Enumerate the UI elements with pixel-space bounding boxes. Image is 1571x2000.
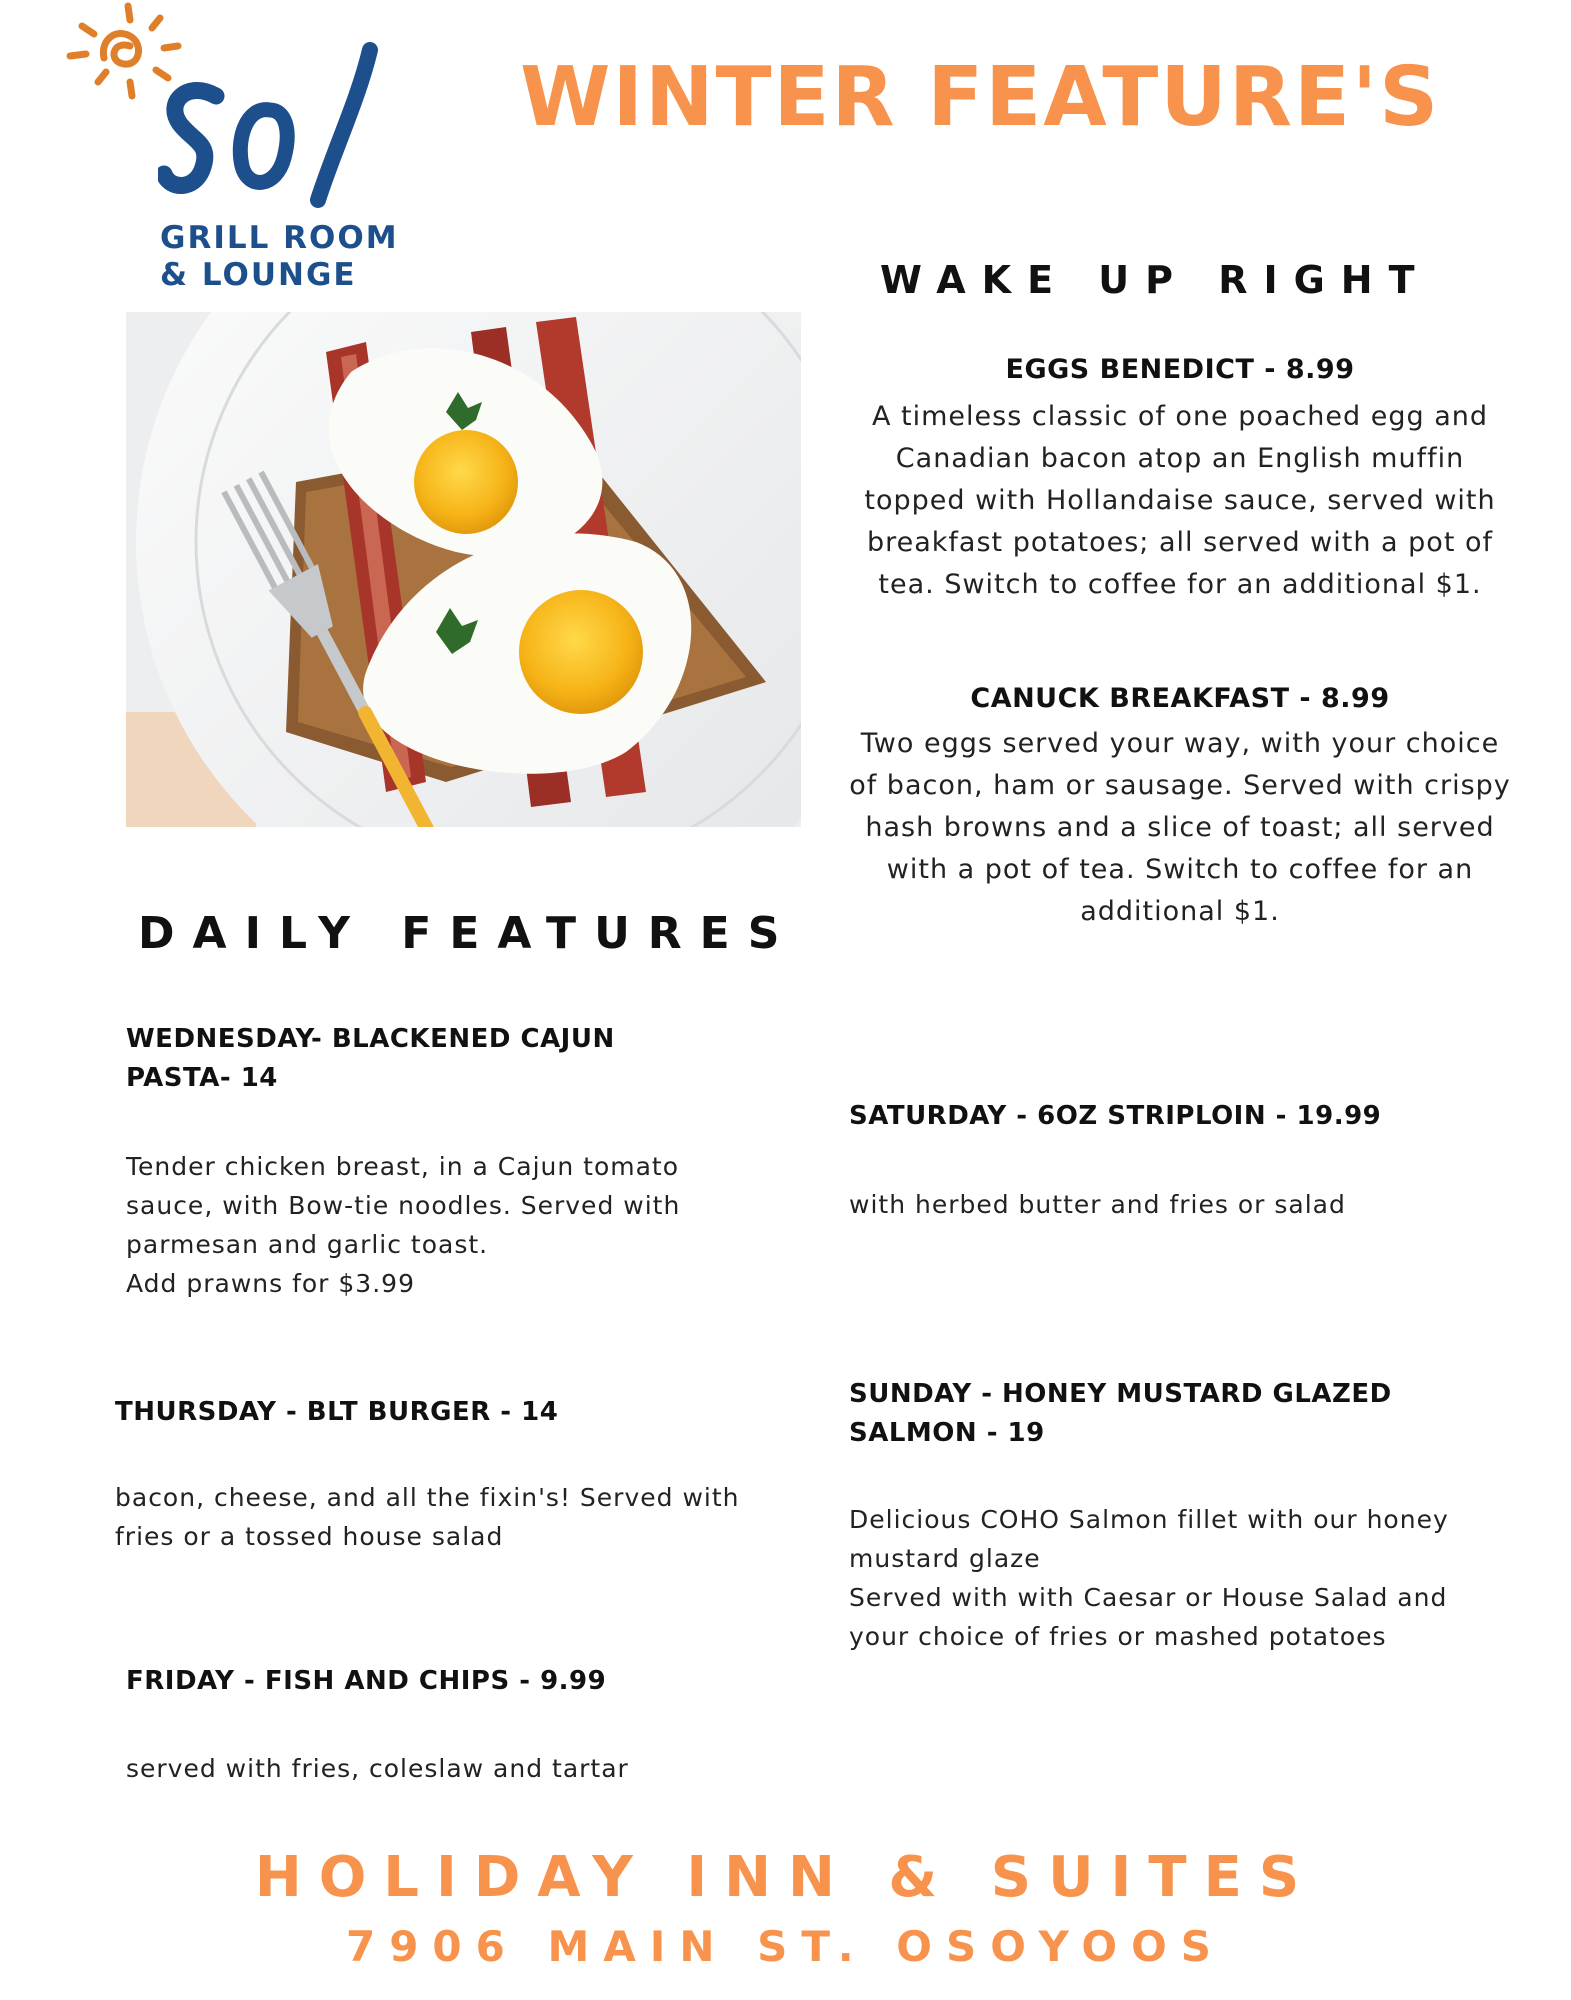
sunday-extra: Served with with Caesar or House Salad and your choice of fries or mashed potatoes	[849, 1583, 1448, 1651]
sunday-title: SUNDAY - HONEY MUSTARD GLAZED SALMON - 19	[849, 1379, 1392, 1448]
eggs-benedict-description: A timeless classic of one poached egg and Canadian bacon atop an English muffin topped with Hollandaise sauce, served with breakfast potatoes; all served with a pot of tea. Switch to coffee for an additional $1.	[864, 401, 1496, 600]
logo-subtitle	[160, 220, 399, 294]
footer-hotel-name: HOLIDAY INN & SUITES	[254, 1845, 1317, 1910]
wake-up-heading: WAKE UP RIGHT	[880, 258, 1431, 302]
logo-line-1: GRILL ROOM	[160, 220, 399, 256]
daily-features-heading: DAILY FEATURES	[138, 908, 798, 959]
saturday-description: with herbed butter and fries or salad	[849, 1190, 1346, 1219]
logo-line-2: & LOUNGE	[160, 257, 357, 293]
wednesday-description-block	[126, 1147, 746, 1303]
friday-description: served with fries, coleslaw and tartar	[126, 1754, 629, 1783]
breakfast-photo	[126, 312, 801, 827]
saturday-title: SATURDAY - 6OZ STRIPLOIN - 19.99	[849, 1101, 1382, 1131]
wednesday-description: Tender chicken breast, in a Cajun tomato sauce, with Bow-tie noodles. Served with parmesan and garlic toast.	[126, 1152, 681, 1259]
sunday-description: Delicious COHO Salmon fillet with our honey mustard glaze	[849, 1505, 1449, 1573]
page-title: WINTER FEATURE'S	[520, 50, 1441, 145]
logo	[60, 0, 400, 300]
eggs-benedict-title: EGGS BENEDICT - 8.99	[1005, 354, 1355, 385]
friday-title: FRIDAY - FISH AND CHIPS - 9.99	[126, 1666, 607, 1696]
wednesday-extra: Add prawns for $3.99	[126, 1269, 415, 1298]
canuck-breakfast-description: Two eggs served your way, with your choice of bacon, ham or sausage. Served with crispy hash browns and a slice of toast; all served with a pot of tea. Switch to coffee for an additional $1.	[849, 728, 1511, 927]
thursday-description: bacon, cheese, and all the fixin's! Served with fries or a tossed house salad	[115, 1483, 740, 1551]
wednesday-title: WEDNESDAY- BLACKENED CAJUN PASTA- 14	[126, 1024, 615, 1093]
canuck-breakfast-title: CANUCK BREAKFAST - 8.99	[970, 683, 1390, 714]
thursday-title: THURSDAY - BLT BURGER - 14	[115, 1397, 559, 1427]
sol-wordmark-icon	[158, 40, 388, 220]
sunday-description-block	[849, 1500, 1499, 1656]
footer-address: 7906 MAIN ST. OSOYOOS	[345, 1922, 1226, 1971]
